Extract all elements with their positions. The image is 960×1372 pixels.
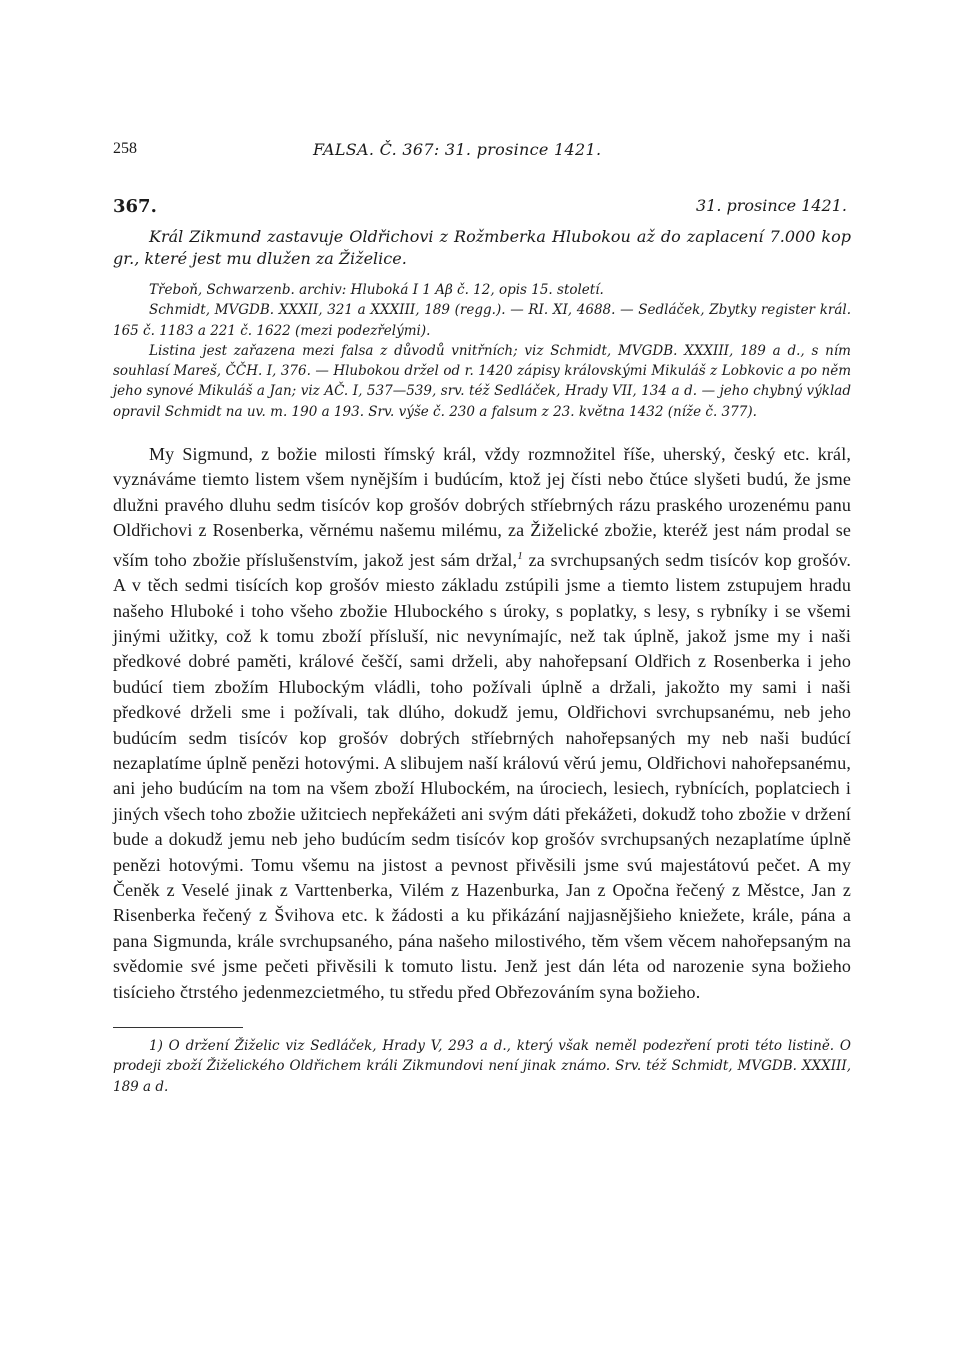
running-head [113,140,851,166]
entry-date: 31. prosince 1421. [695,196,847,215]
document-page [113,140,851,1097]
footnotes [113,1036,851,1097]
critical-apparatus [113,280,851,422]
running-title: FALSA. Č. 367: 31. prosince 1421. [313,140,602,159]
apparatus-commentary: Listina jest zařazena mezi falsa z důvodů vnitřních; viz Schmidt, MVGDB. XXXIII, 189 a d., s ním souhlasí Mareš, ČČH. I, 376. — Hlubokou držel od r. 1420 zápisy královskými Mikuláš z Lobkovic a po něm jeho synové Mikuláš a Jan; viz AČ. I, 537—539, srv. též Sedláček, Hrady VII, 134 a d. — jeho chybný výklad opravil Schmidt na uv. m. 190 a 193. Srv. výše č. 230 a falsum z 23. května 1432 (níže č. 377). [113,342,851,420]
charter-text-part-2: za svrchupsaných sedm tisícóv kop grošóv. A v těch sedmi tisících kop grošóv miesto základu zstúpili jsme a tiemto listem zstupujem hradu našeho Hluboké i toho všeho zbožie Hlubockého s úroky, s poplatky, s lesy, s rybníky i se všemi jinými užitky, což k tomu zboží přísluší, nic nevynímajíc, než tak úplně, jakož jsme my i naši předkové dobré paměti, králové češčí, sami drželi, aby nahořepsaní Oldřich z Rosenberka i jeho budúcí tiem zbožím Hlubockým vládli, toho požívali úplně a držali, jakožto my sami i naši předkové drželi sme i požívali, tak dlúho, dokudž jemu, Oldřichovi svrchupsanému, neb jeho budúcím sedm tisícóv kop grošóv dobrých stříebrných nahořepsaných my neb naši budúcí nezaplatíme úplně penězi hotovými. A slibujem naší královú věrú jemu, Oldřichovi nahořepsanému, ani jeho budúcím na tom na všem zboží Hlubockém, na úrociech, lesiech, rybnících, poplatciech i jiných všech toho zbožie užitciech nepřekážeti ani svým dáti překážeti, dokudž toho zbožie v držení bude a dokudž jemu neb jeho budúcím sedm tisícóv kop grošóv svrchupsaných nezaplatíme úplně penězi hotovými. Tomu všemu na jistost a pevnost přivěsili jsme svú majestátovú pečet. A my Čeněk z Veselé jinak z Varttenberka, Vilém z Hazenburka, Jan z Opočna řečený z Městce, Jan z Risenberka řečený z Švihova etc. k žádosti a ku přikázání najjasnějšieho kniežete, krále, pána a pana Sigmunda, krále svrchupsaného, pána našeho milostivého, těm všem věcem nahořepsaným na svědomie své jsme pečeti přivěsili k tomuto listu. Jenž jest dán léta od narozenie syna božieho tisícieho čtrstého jedenmezcietmého, tu středu před Obřezováním syna božieho. [113,549,852,1002]
charter-text [113,442,851,1005]
footnote-reference[interactable]: 1 [517,549,523,562]
regest-summary: Král Zikmund zastavuje Oldřichovi z Rožmberka Hlubokou až do zaplacení 7.000 kop gr., které jest mu dlužen za Žiželice. [113,227,851,268]
charter-text-part-1: My Sigmund, z božie milosti římský král, vždy rozmnožitel říše, uherský, český etc. král, vyznáváme tiemto listem všem nynějším i budúcím, ktož jej čísti nebo čtúce slyšeti budú, že jsme dlužni pravého dluhu sedm tisícóv kop grošóv dobrých stříebrných rázu praského urozenému panu Oldřichovi z Rosenberka, věrnému našemu milému, za Žiželické zbožie, kteréž jest nám prodal se vším toho zbožie příslušenstvím, jakož jest sám držal, [113,444,851,570]
entry-heading [113,196,851,218]
page-number: 258 [113,140,137,157]
entry-number: 367. [113,196,157,217]
footnote-divider [113,1027,243,1028]
footnote-1: 1) O držení Žiželic viz Sedláček, Hrady V, 293 a d., který však neměl podezření proti této listině. O prodeji zboží Žiželického Oldřichem králi Zikmundovi není jinak známo. Srv. též Schmidt, MVGDB. XXXIII, 189 a d. [113,1038,851,1095]
apparatus-literature: Schmidt, MVGDB. XXXII, 321 a XXXIII, 189 (regg.). — RI. XI, 4688. — Sedláček, Zbytky register král. 165 č. 1183 a 221 č. 1622 (mezi podezřelými). [113,302,851,339]
apparatus-source: Třeboň, Schwarzenb. archiv: Hluboká I 1 Aβ č. 12, opis 15. století. [149,282,604,298]
